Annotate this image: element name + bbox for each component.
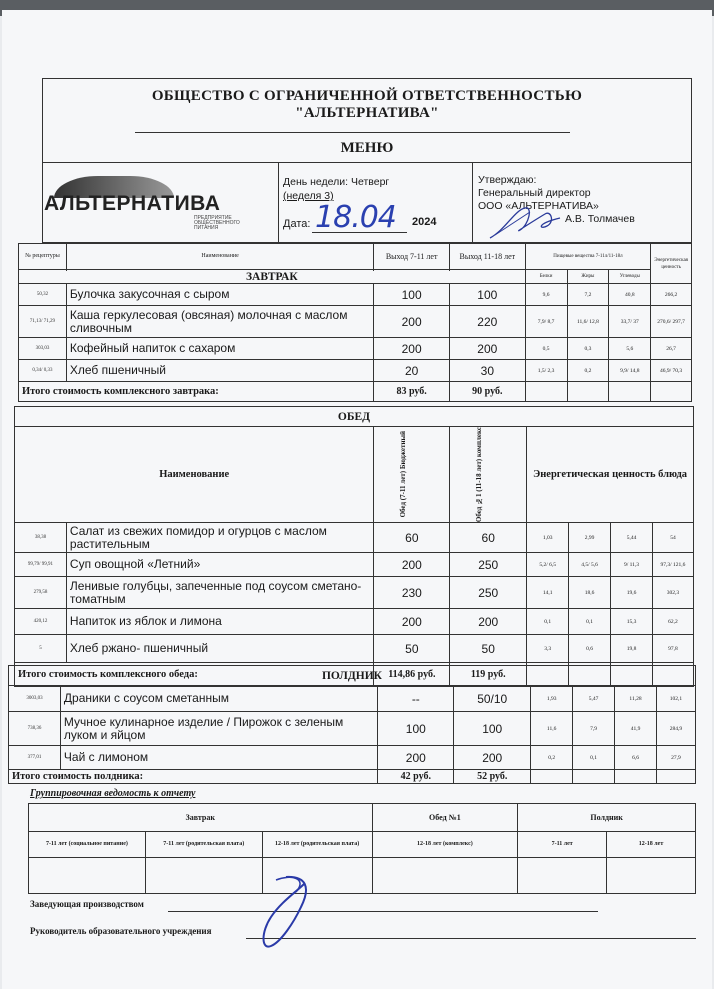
- total-11-18: 119 руб.: [450, 663, 527, 687]
- total-11-18: 52 руб.: [454, 770, 531, 784]
- protein: 1,03: [527, 523, 569, 553]
- protein: 1,93: [531, 686, 573, 712]
- fat: 18,6: [569, 577, 611, 609]
- approve-title: Утверждаю:: [478, 174, 537, 186]
- protein: 1,5/ 2,3: [525, 360, 567, 382]
- total-row: [9, 770, 696, 784]
- energy: 54: [652, 523, 693, 553]
- divider: [278, 162, 279, 243]
- col-header-name: Наименование: [66, 244, 373, 270]
- week-number: (неделя 3): [283, 190, 334, 202]
- recipe-code: 420,12: [15, 609, 67, 635]
- divider: [42, 162, 692, 163]
- fat: 0,1: [569, 609, 611, 635]
- total-label: Итого стоимость полдника:: [9, 770, 378, 784]
- approve-company: ООО «АЛЬТЕРНАТИВА»: [478, 200, 599, 212]
- institution-head-label: Руководитель образовательного учреждения: [30, 926, 212, 936]
- protein: 0,2: [531, 746, 573, 770]
- recipe-code: 38,38: [15, 523, 67, 553]
- total-7-11: 42 руб.: [378, 770, 454, 784]
- divider: [135, 132, 570, 133]
- table-row: [15, 577, 694, 609]
- portion-7-11: 200: [374, 553, 450, 577]
- col-header-out2: Выход 11-18 лет: [449, 244, 525, 270]
- dish-name: Кофейный напиток с сахаром: [66, 338, 373, 360]
- portion-11-18: 200: [450, 609, 527, 635]
- protein: 0,5: [525, 338, 567, 360]
- dish-name: Булочка закусочная с сыром: [66, 284, 373, 306]
- group-sub-header: 7-11 лет (социальное питание): [29, 832, 146, 858]
- group-header-lunch: Обед №1: [372, 804, 518, 832]
- energy: 46,9/ 70,3: [651, 360, 692, 382]
- col-header-fat: Жиры: [567, 270, 609, 284]
- fat: 11,6/ 12,8: [567, 306, 609, 338]
- portion-7-11: 200: [374, 609, 450, 635]
- fat: 4,5/ 5,6: [569, 553, 611, 577]
- company-line-1: ОБЩЕСТВО С ОГРАНИЧЕННОЙ ОТВЕТСТВЕННОСТЬЮ: [151, 88, 583, 104]
- table-row: [15, 523, 694, 553]
- protein: 11,6: [531, 712, 573, 746]
- protein: 0,1: [527, 609, 569, 635]
- portion-7-11: 100: [378, 712, 454, 746]
- carbs: 11,28: [615, 686, 657, 712]
- col-header-energy: Энергетическая ценность: [651, 244, 692, 284]
- carbs: 40,8: [609, 284, 651, 306]
- carbs: 9/ 11,3: [611, 553, 653, 577]
- portion-11-18: 220: [449, 306, 525, 338]
- dish-name: Напиток из яблок и лимона: [66, 609, 373, 635]
- portion-11-18: 50/10: [454, 686, 531, 712]
- production-head-label: Заведующая производством: [30, 899, 144, 909]
- col-header-lunch-7-11: Обед (7-11 лет) Бюджетный: [398, 431, 407, 518]
- energy: 26,7: [651, 338, 692, 360]
- recipe-code: 279,58: [15, 577, 67, 609]
- fat: 7,9: [573, 712, 615, 746]
- dish-name: Хлеб ржано- пшеничный: [66, 635, 373, 663]
- grouping-table: [28, 803, 696, 894]
- logo-subtitle: ПРЕДПРИЯТИЕ ОБЩЕСТВЕННОГО ПИТАНИЯ: [194, 215, 240, 231]
- energy: 284,9: [656, 712, 695, 746]
- portion-7-11: --: [378, 686, 454, 712]
- portion-7-11: 20: [374, 360, 450, 382]
- lunch-table: [14, 406, 694, 687]
- group-sub-header: 7-11 лет (родительская плата): [145, 832, 262, 858]
- table-row: [9, 686, 696, 712]
- logo-text: АЛЬТЕРНАТИВА: [44, 192, 221, 215]
- protein: 14,1: [527, 577, 569, 609]
- table-row: [15, 553, 694, 577]
- total-11-18: 90 руб.: [449, 382, 525, 402]
- group-sub-header: 12-18 лет: [607, 832, 696, 858]
- recipe-code: 0,34/ 0,33: [19, 360, 67, 382]
- protein: 5,2/ 6,5: [527, 553, 569, 577]
- energy: 302,3: [652, 577, 693, 609]
- col-header-name: Наименование: [15, 427, 374, 523]
- group-sub-header: 7-11 лет: [518, 832, 607, 858]
- dish-name: Хлеб пшеничный: [66, 360, 373, 382]
- col-header-protein: Белки: [525, 270, 567, 284]
- portion-7-11: 200: [374, 338, 450, 360]
- recipe-code: 50,32: [19, 284, 67, 306]
- company-line-2: "АЛЬТЕРНАТИВА": [295, 105, 439, 121]
- col-header-nutrients: Пищевые вещества 7-11л/11-18л: [525, 244, 651, 270]
- table-row: [19, 360, 692, 382]
- table-row: [29, 858, 696, 894]
- total-row: [19, 382, 692, 402]
- carbs: 5,44: [611, 523, 653, 553]
- table-row: [15, 609, 694, 635]
- table-row: [9, 712, 696, 746]
- fat: 5,47: [573, 686, 615, 712]
- director-signature-icon: [485, 200, 565, 245]
- energy: 97,3/ 121,6: [652, 553, 693, 577]
- portion-7-11: 230: [374, 577, 450, 609]
- group-header-breakfast: Завтрак: [29, 804, 373, 832]
- portion-7-11: 60: [374, 523, 450, 553]
- recipe-code: 71,13/ 71,29: [19, 306, 67, 338]
- energy: 102,1: [656, 686, 695, 712]
- col-header-out1: Выход 7-11 лет: [374, 244, 450, 270]
- signature-line: [168, 911, 598, 912]
- carbs: 19,8: [611, 635, 653, 663]
- col-header-code: № рецептуры: [19, 244, 67, 270]
- portion-11-18: 50: [450, 635, 527, 663]
- energy: 270,6/ 297,7: [651, 306, 692, 338]
- fat: 0,3: [567, 338, 609, 360]
- table-row: [19, 338, 692, 360]
- col-header-lunch-11-18: Обед №1 (11-18 лет) комплекс: [475, 427, 484, 523]
- director-name: А.В. Толмачев: [565, 213, 635, 225]
- dish-name: Драники с соусом сметанным: [60, 686, 377, 712]
- table-row: [15, 635, 694, 663]
- recipe-code: 303,03: [19, 338, 67, 360]
- table-row: [19, 306, 692, 338]
- portion-11-18: 60: [450, 523, 527, 553]
- group-header-snack: Полдник: [518, 804, 696, 832]
- company-name: [42, 88, 692, 122]
- company-logo: [44, 176, 274, 236]
- fat: 0,6: [569, 635, 611, 663]
- date-underline: [312, 232, 407, 233]
- portion-11-18: 250: [450, 553, 527, 577]
- recipe-code: 3003,03: [9, 686, 61, 712]
- dish-name: Салат из свежих помидор и огурцов с маслом растительным: [66, 523, 373, 553]
- total-label: Итого стоимость комплексного завтрака:: [19, 382, 374, 402]
- section-lunch: ОБЕД: [15, 407, 694, 427]
- protein: 7,9/ 8,7: [525, 306, 567, 338]
- divider: [472, 162, 473, 243]
- portion-11-18: 100: [449, 284, 525, 306]
- portion-7-11: 100: [374, 284, 450, 306]
- fat: 7,2: [567, 284, 609, 306]
- energy: 266,2: [651, 284, 692, 306]
- energy: 97,8: [652, 635, 693, 663]
- handwritten-signature-icon: [256, 872, 316, 952]
- portion-7-11: 200: [374, 306, 450, 338]
- total-7-11: 83 руб.: [374, 382, 450, 402]
- portion-11-18: 250: [450, 577, 527, 609]
- recipe-code: 738,36: [9, 712, 61, 746]
- dish-name: Каша геркулесовая (овсяная) молочная с маслом сливочным: [66, 306, 373, 338]
- carbs: 41,9: [615, 712, 657, 746]
- approve-position: Генеральный директор: [478, 187, 591, 199]
- fat: 0,1: [573, 746, 615, 770]
- portion-11-18: 30: [449, 360, 525, 382]
- fat: 0,2: [567, 360, 609, 382]
- menu-title: МЕНЮ: [340, 140, 394, 156]
- total-7-11: 114,86 руб.: [374, 663, 450, 687]
- day-of-week: День недели: Четверг: [283, 176, 390, 188]
- energy: 62,2: [652, 609, 693, 635]
- col-header-energy: Энергетическая ценность блюда: [527, 427, 694, 523]
- section-snack: ПОЛДНИК: [9, 666, 696, 686]
- date-label: Дата:: [283, 218, 311, 230]
- portion-7-11: 50: [374, 635, 450, 663]
- dish-name: Мучное кулинарное изделие / Пирожок с зеленым луком и яйцом: [60, 712, 377, 746]
- carbs: 6,6: [615, 746, 657, 770]
- protein: 3,3: [527, 635, 569, 663]
- protein: 9,6: [525, 284, 567, 306]
- snack-table: [8, 665, 696, 784]
- group-sub-header: 12-18 лет (комплекс): [372, 832, 518, 858]
- dish-name: Суп овощной «Летний»: [66, 553, 373, 577]
- carbs: 15,3: [611, 609, 653, 635]
- portion-11-18: 200: [454, 746, 531, 770]
- recipe-code: 377,01: [9, 746, 61, 770]
- carbs: 19,6: [611, 577, 653, 609]
- recipe-code: 99,79/ 99,91: [15, 553, 67, 577]
- recipe-code: 5: [15, 635, 67, 663]
- portion-11-18: 100: [454, 712, 531, 746]
- dish-name: Чай с лимоном: [60, 746, 377, 770]
- energy: 27,9: [656, 746, 695, 770]
- dish-name: Ленивые голубцы, запеченные под соусом сметано-томатным: [66, 577, 373, 609]
- date-year: 2024: [412, 216, 437, 228]
- carbs: 9,9/ 14,8: [609, 360, 651, 382]
- carbs: 33,7/ 37: [609, 306, 651, 338]
- section-breakfast: ЗАВТРАК: [19, 270, 526, 284]
- carbs: 5,6: [609, 338, 651, 360]
- breakfast-table: [18, 243, 692, 402]
- portion-11-18: 200: [449, 338, 525, 360]
- handwritten-date: 18.04: [315, 200, 396, 235]
- table-row: [19, 284, 692, 306]
- portion-7-11: 200: [378, 746, 454, 770]
- group-sub-header: 12-18 лет (родительская плата): [262, 832, 372, 858]
- fat: 2,99: [569, 523, 611, 553]
- day-info: [283, 175, 389, 203]
- total-label: Итого стоимость комплексного обеда:: [15, 663, 374, 687]
- grouping-title: Группировочная ведомость к отчету: [30, 788, 196, 799]
- col-header-carbs: Углеводы: [609, 270, 651, 284]
- table-row: [9, 746, 696, 770]
